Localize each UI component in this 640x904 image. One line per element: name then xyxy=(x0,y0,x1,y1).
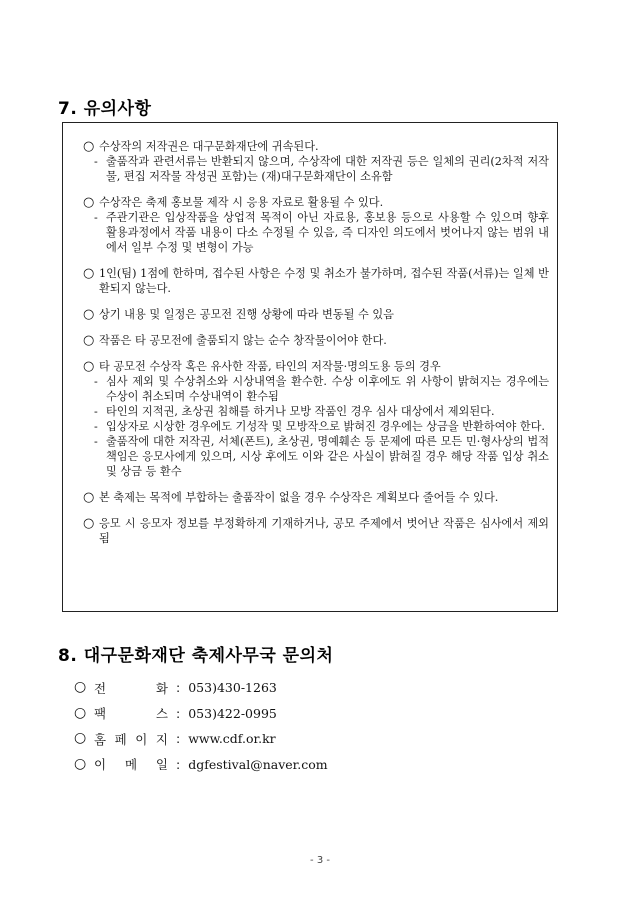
notice-subitem-text: 타인의 지적권, 초상권 침해를 하거나 모방 작품인 경우 심사 대상에서 제외된다. xyxy=(106,405,495,418)
contact-label xyxy=(94,755,168,773)
notice-text: 수상작은 축제 홍보물 제작 시 응용 자료로 활용될 수 있다. xyxy=(99,196,384,209)
dash-bullet-icon: - xyxy=(94,420,98,433)
notice-subitem-text: 출품작과 관련서류는 반환되지 않으며, 수상작에 대한 저작권 등은 일체의 권리(2차적 저작물, 편집 저작물 작성권 포함)는 (재)대구문화재단이 소유함 xyxy=(106,155,549,183)
contact-list xyxy=(74,675,328,777)
dash-bullet-icon: - xyxy=(94,155,98,168)
page-number: - 3 - xyxy=(310,855,330,866)
circle-bullet-icon: ○ xyxy=(74,679,87,696)
contact-label-char: 지 xyxy=(155,731,168,747)
contact-value[interactable]: www.cdf.or.kr xyxy=(188,731,276,747)
circle-bullet-icon: ○ xyxy=(83,195,95,210)
dash-bullet-icon: - xyxy=(94,375,98,388)
contact-row-homepage xyxy=(74,726,328,752)
notice-subitem-text: 출품작에 대한 저작권, 서체(폰트), 초상권, 명예훼손 등 문제에 따른 모든 민·형사상의 법적 책임은 응모사에게 있으며, 시상 후에도 이와 같은 사실이 밝혀질 경우 해당 작품 입상 취소 및 상금 등 환수 xyxy=(106,435,549,478)
notice-text: 1인(팀) 1점에 한하며, 접수된 사항은 수정 및 취소가 불가하며, 접수된 작품(서류)는 일체 반환되지 않는다. xyxy=(99,267,549,295)
colon-separator: : xyxy=(176,731,181,747)
circle-bullet-icon: ○ xyxy=(83,359,95,374)
notice-subitem-text: 심사 제외 및 수상취소와 시상내역을 환수한. 수상 이후에도 위 사항이 밝혀지는 경우에는 수상이 취소되며 수상내역이 환수됨 xyxy=(106,375,549,403)
notice-item xyxy=(83,516,549,546)
contact-row-fax xyxy=(74,701,328,727)
notice-text: 상기 내용 및 일정은 공모전 진행 상황에 따라 변동될 수 있음 xyxy=(99,308,394,321)
contact-label-char: 일 xyxy=(155,757,168,773)
dash-bullet-icon: - xyxy=(94,405,98,418)
contact-label-char: 메 xyxy=(124,757,138,773)
notice-item xyxy=(83,359,549,479)
contact-row-phone xyxy=(74,675,328,701)
contact-label xyxy=(94,730,168,748)
contact-value: 053)422-0995 xyxy=(188,705,277,721)
circle-bullet-icon: ○ xyxy=(83,307,95,322)
colon-separator: : xyxy=(176,705,181,721)
notice-item xyxy=(83,195,549,255)
notice-subitem-text: 입상자로 시상한 경우에도 기성작 및 모방작으로 밝혀진 경우에는 상금을 반환하여야 한다. xyxy=(106,420,545,433)
circle-bullet-icon: ○ xyxy=(74,730,87,747)
notice-subitem xyxy=(94,419,549,434)
section-7-title: 7. 유의사항 xyxy=(58,99,152,119)
contact-label-char: 페 xyxy=(114,731,127,747)
colon-separator: : xyxy=(176,756,181,772)
contact-value: 053)430-1263 xyxy=(188,680,277,696)
notice-subitem xyxy=(94,154,549,184)
circle-bullet-icon: ○ xyxy=(83,139,95,154)
notice-text: 타 공모전 수상작 혹은 유사한 작품, 타인의 저작물·명의도용 등의 경우 xyxy=(99,360,441,373)
dash-bullet-icon: - xyxy=(94,211,98,224)
notice-subitem xyxy=(94,210,549,255)
notice-item xyxy=(83,266,549,296)
contact-label-char: 전 xyxy=(94,680,107,696)
contact-label-char: 팩 xyxy=(94,706,107,722)
notice-subitem xyxy=(94,374,549,404)
notice-text: 작품은 타 공모전에 출품되지 않는 순수 창작물이어야 한다. xyxy=(99,334,387,347)
notice-item xyxy=(83,490,549,505)
notice-box xyxy=(62,122,558,612)
notice-text: 수상작의 저작권은 대구문화재단에 귀속된다. xyxy=(99,140,319,153)
notice-item xyxy=(83,333,549,348)
notice-list xyxy=(83,139,549,557)
colon-separator: : xyxy=(176,680,181,696)
notice-text: 응모 시 응모자 정보를 부정확하게 기재하거나, 공모 주제에서 벗어난 작품은 심사에서 제외됨 xyxy=(99,517,549,545)
circle-bullet-icon: ○ xyxy=(83,333,95,348)
section-8-title: 8. 대구문화재단 축제사무국 문의처 xyxy=(58,646,334,666)
contact-label-char: 이 xyxy=(135,731,148,747)
contact-label xyxy=(94,679,168,697)
circle-bullet-icon: ○ xyxy=(83,490,95,505)
notice-item xyxy=(83,307,549,322)
contact-label-char: 이 xyxy=(94,757,107,773)
circle-bullet-icon: ○ xyxy=(83,266,95,281)
contact-value[interactable]: dgfestival@naver.com xyxy=(188,756,328,772)
notice-subitem-text: 주관기관은 입상작품을 상업적 목적이 아닌 자료용, 홍보용 등으로 사용할 수 있으며 향후 활용과정에서 작품 내용이 다소 수정될 수 있음, 즉 디자인 의도에서 벗어나지 않는 범위 내에서 일부 수정 및 변형이 가능 xyxy=(106,211,549,254)
circle-bullet-icon: ○ xyxy=(83,516,95,531)
notice-subitem xyxy=(94,404,549,419)
circle-bullet-icon: ○ xyxy=(74,755,87,772)
contact-label-char: 홈 xyxy=(94,731,107,747)
notice-item xyxy=(83,139,549,184)
contact-label-char: 스 xyxy=(155,706,168,722)
contact-label-char: 화 xyxy=(155,680,168,696)
contact-label xyxy=(94,704,168,722)
notice-text: 본 축제는 목적에 부합하는 출품작이 없을 경우 수상작은 계획보다 줄어들 수 있다. xyxy=(99,491,499,504)
dash-bullet-icon: - xyxy=(94,435,98,448)
notice-subitem xyxy=(94,434,549,479)
circle-bullet-icon: ○ xyxy=(74,704,87,721)
contact-row-email xyxy=(74,752,328,778)
